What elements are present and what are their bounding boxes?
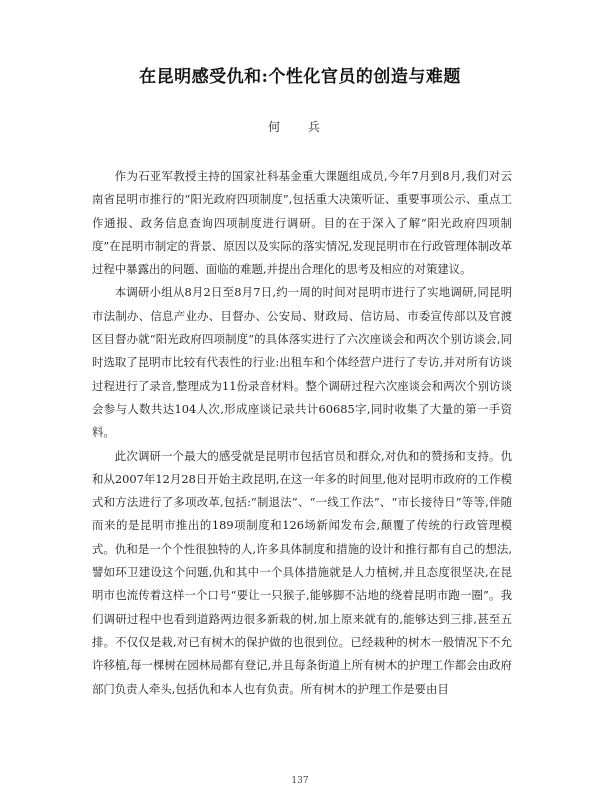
- article-title: 在昆明感受仇和:个性化官员的创造与难题: [139, 67, 461, 87]
- paragraph-1: 作为石亚军教授主持的国家社科基金重大课题组成员,今年7月到8月,我们对云南省昆明市推行的“阳光政府四项制度”,包括重大决策听证、重要事项公示、重点工作通报、政务信息查询四项制度进行调研。目的在于深入了解“阳光政府四项制度”在昆明市制定的背景、原因以及实际的落实情况,发现昆明市在行政管理体制改革过程中暴露出的问题、面临的难题,并提出合理化的思考及相应的对策建议。: [92, 169, 512, 277]
- paragraph-2: 本调研小组从8月2日至8月7日,约一周的时间对昆明市进行了实地调研,同昆明市法制办、信息产业办、目督办、公安局、财政局、信访局、市委宣传部以及官渡区目督办就“阳光政府四项制度”的具体落实进行了六次座谈会和两次个别访谈会,同时选取了昆明市比较有代表性的行业:出租车和个体经营户进行了专访,并对所有访谈过程进行了录音,整理成为11份录音材料。整个调研过程六次座谈会和两次个别访谈会参与人数共达104人次,形成座谈记录共计60685字,同时收集了大量的第一手资料。: [92, 285, 512, 440]
- page-number: 137: [291, 776, 309, 786]
- author-name: 何 兵: [268, 120, 332, 134]
- paragraph-3: 此次调研一个最大的感受就是昆明市包括官员和群众,对仇和的赞扬和支持。仇和从2007年12月28日开始主政昆明,在这一年多的时间里,他对昆明市政府的工作模式和方法进行了多项改革,包括:“制退法”、“一线工作法”、“市长接待日”等等,伴随而来的是昆明市推出的189项制度和126场新闻发布会,颠覆了传统的行政管理模式。仇和是一个个性很独特的人,许多具体制度和措施的设计和推行都有自己的想法,譬如环卫建设这个问题,仇和其中一个具体措施就是人力植树,并且态度很坚决,在昆明市也流传着这样一个口号“要让一只猴子,能够脚不沾地的绕着昆明市跑一圈”。我们调研过程中也看到道路两边很多新栽的树,加上原来就有的,能够达到三排,甚至五排。不仅仅是栽,对已有树木的保护做的也很到位。已经栽种的树木一般情况下不允许移植,每一棵树在园林局都有登记,并且每条街道上所有树木的护理工作都会由政府部门负责人牵头,包括仇和本人也有负责。所有树木的护理工作是要由目: [92, 448, 512, 696]
- article-body: [92, 165, 512, 701]
